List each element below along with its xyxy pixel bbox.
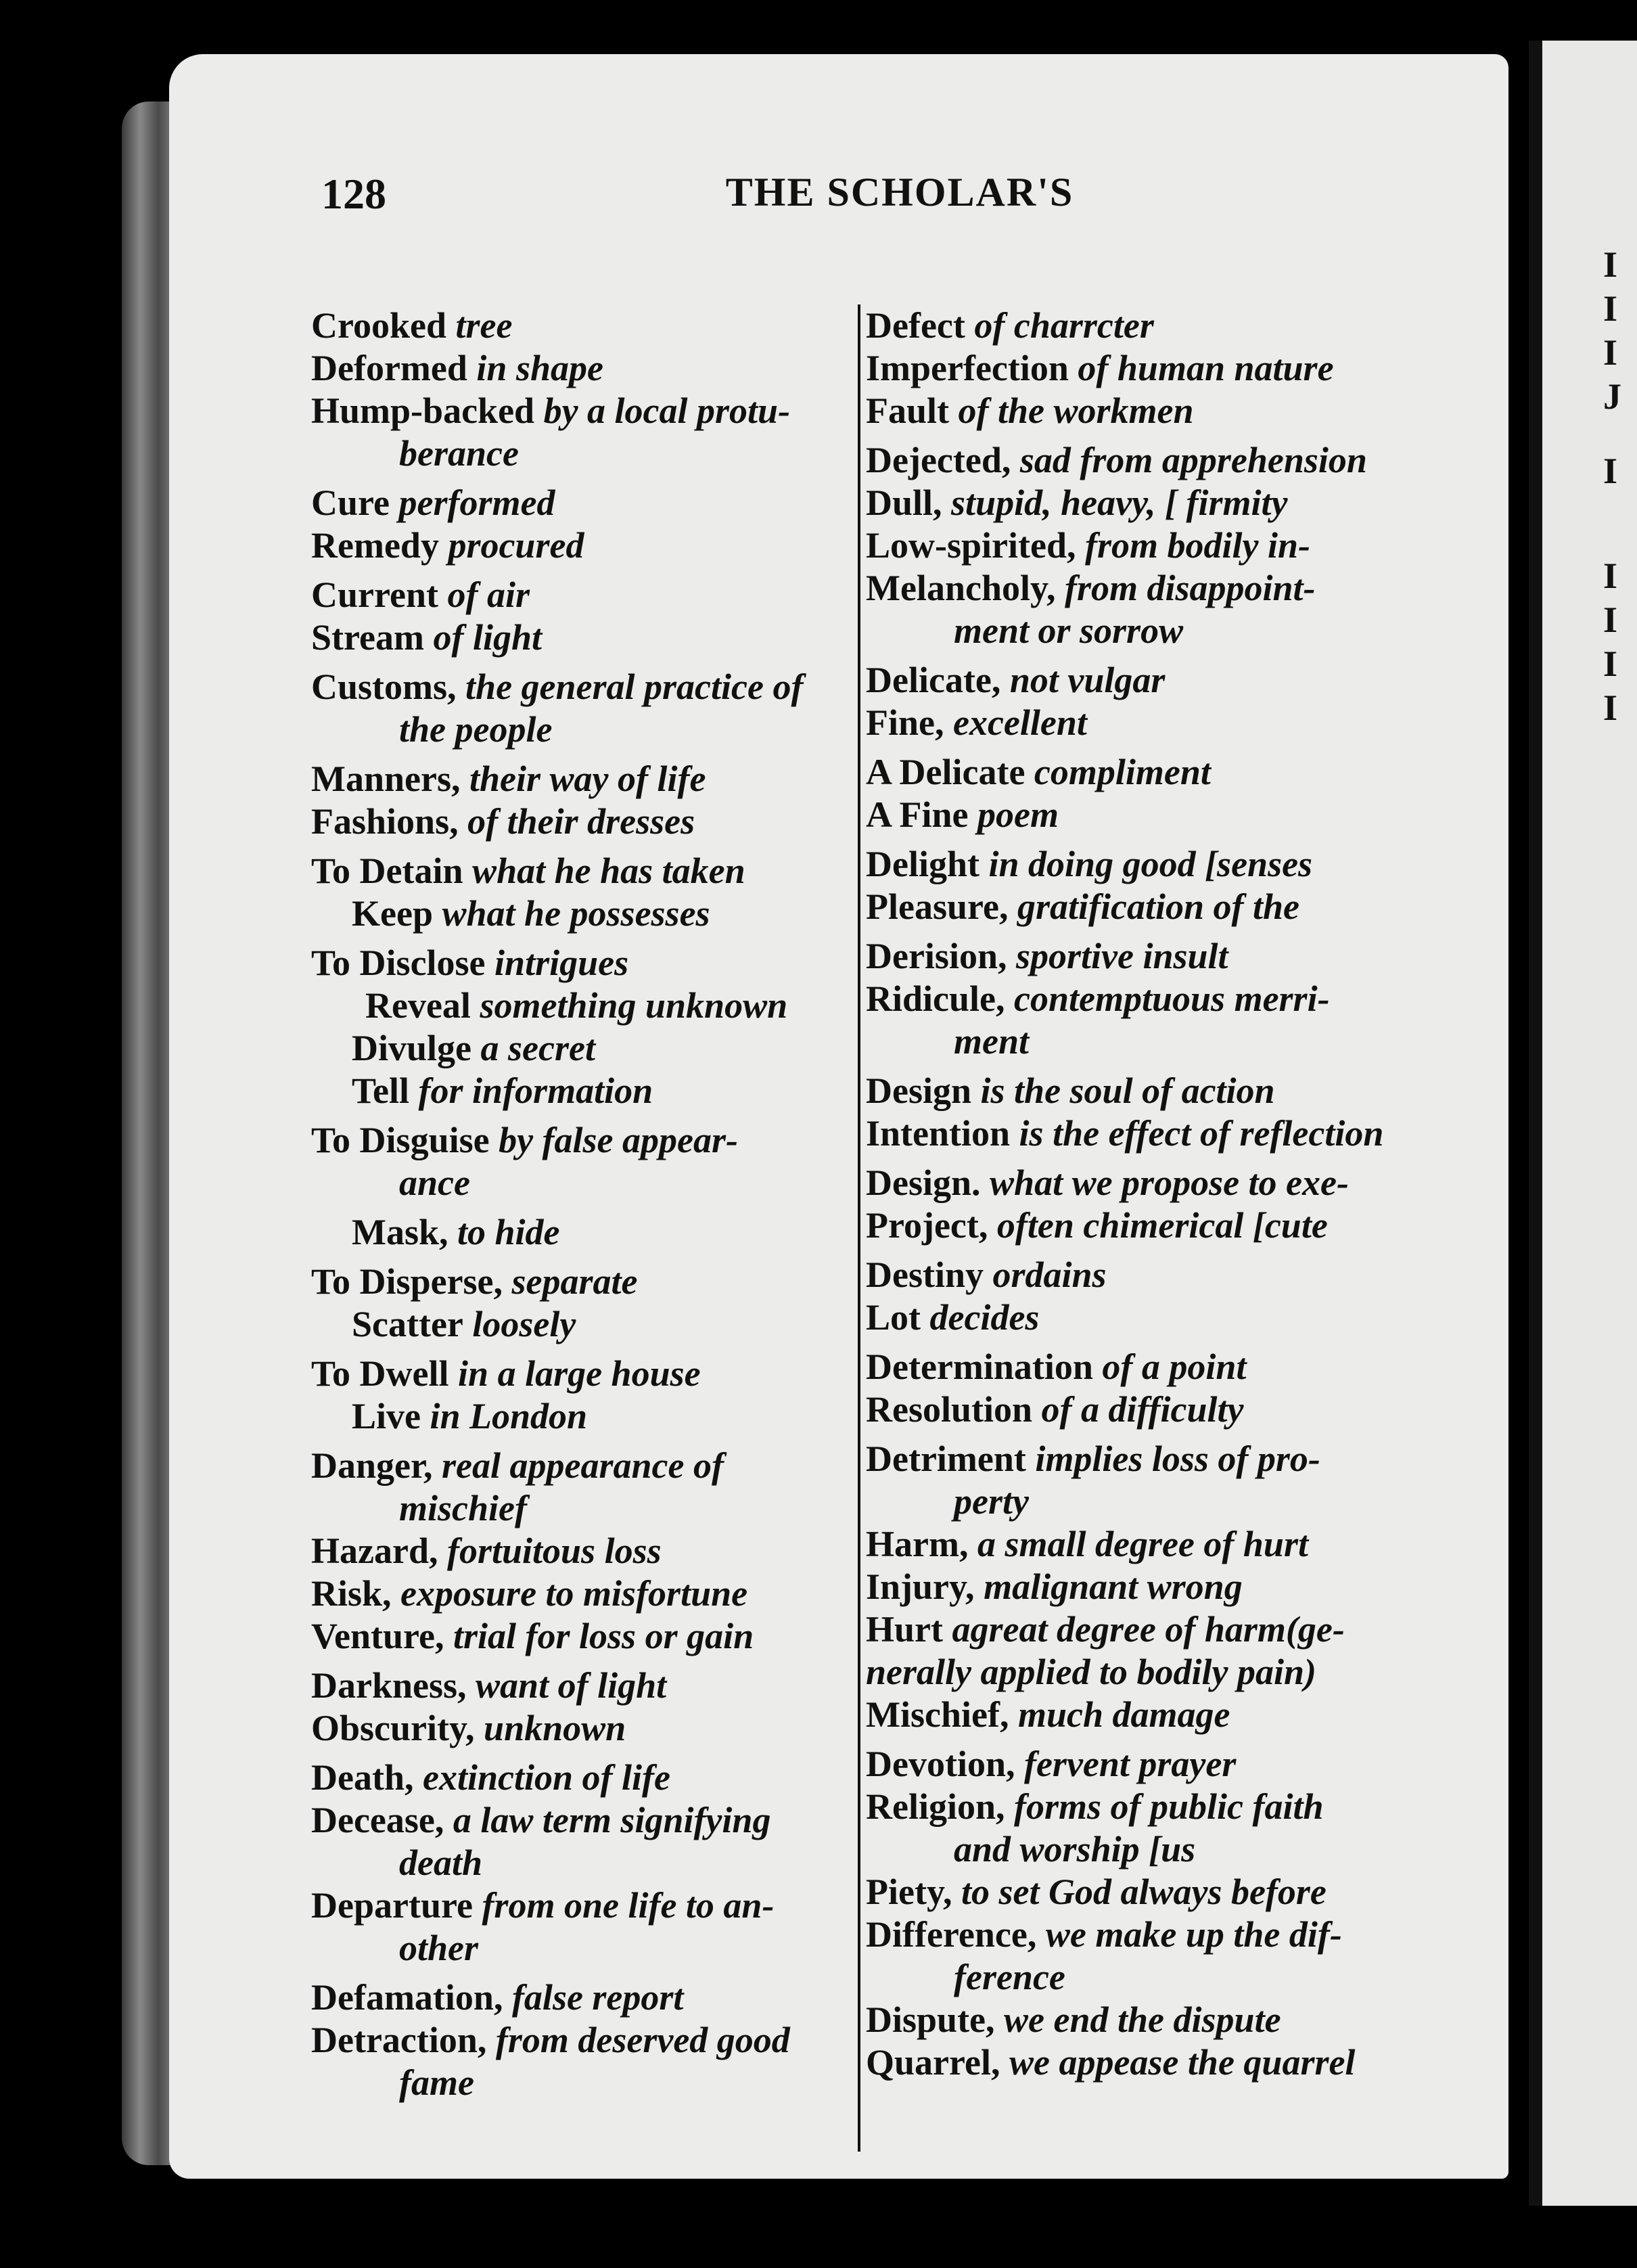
entry-spacer bbox=[866, 744, 1421, 751]
entry-definition: often chimerical [cute bbox=[996, 1205, 1328, 1246]
entry-term: Customs, bbox=[311, 666, 457, 707]
synonym-entry bbox=[866, 567, 1421, 652]
entry-definition: agreat degree of harm(ge- bbox=[952, 1609, 1345, 1650]
entry-term: Injury, bbox=[866, 1566, 975, 1607]
synonym-entry bbox=[866, 659, 1421, 702]
synonym-entry bbox=[866, 702, 1421, 744]
entry-line bbox=[866, 1786, 1421, 1828]
entry-term: Derision, bbox=[866, 936, 1007, 976]
synonym-entry bbox=[866, 1694, 1421, 1736]
entry-definition: we end the dispute bbox=[1004, 1999, 1281, 2040]
synonym-entry bbox=[866, 390, 1421, 432]
entry-term: Fault bbox=[866, 390, 950, 431]
entry-line bbox=[866, 1956, 1421, 1999]
entry-line bbox=[866, 1828, 1421, 1871]
entry-definition: berance bbox=[399, 433, 519, 474]
synonym-entry bbox=[866, 978, 1421, 1063]
entry-line bbox=[866, 567, 1421, 610]
entry-spacer bbox=[866, 1063, 1421, 1070]
synonym-entry bbox=[866, 1438, 1421, 1523]
synonym-entry bbox=[866, 1112, 1421, 1155]
entry-definition: from one life to an- bbox=[482, 1885, 775, 1926]
entry-definition: fervent prayer bbox=[1023, 1744, 1237, 1784]
entry-definition: a small degree of hurt bbox=[977, 1524, 1308, 1564]
entry-term: Tell bbox=[352, 1070, 410, 1111]
entry-definition: in London bbox=[430, 1396, 588, 1436]
entry-definition: ance bbox=[399, 1162, 470, 1203]
synonym-entry bbox=[866, 304, 1421, 347]
entry-term: Detraction, bbox=[311, 2020, 487, 2060]
entry-definition: mischief bbox=[399, 1488, 527, 1528]
synonym-entry bbox=[866, 1566, 1421, 1608]
synonym-entry bbox=[866, 886, 1421, 928]
entry-spacer bbox=[866, 432, 1421, 439]
running-head: THE SCHOLAR'S bbox=[725, 170, 1074, 214]
entry-definition: the general practice of bbox=[465, 666, 804, 707]
entry-term: To Disperse, bbox=[311, 1261, 503, 1302]
entry-definition: from bodily in- bbox=[1085, 525, 1310, 566]
entry-term: Design. bbox=[866, 1162, 981, 1203]
entry-term: Pleasure, bbox=[866, 886, 1009, 927]
synonym-entry bbox=[866, 1204, 1421, 1247]
entry-definition: from disappoint- bbox=[1065, 568, 1316, 608]
entry-term: Cure bbox=[311, 482, 390, 523]
entry-term: Fashions, bbox=[311, 801, 459, 842]
entry-term: Venture, bbox=[311, 1616, 444, 1656]
entry-term: Keep bbox=[352, 893, 433, 934]
entry-definition: ordains bbox=[992, 1254, 1107, 1295]
entry-term: Mask, bbox=[352, 1212, 448, 1252]
entry-term: A Delicate bbox=[866, 752, 1025, 792]
entry-line bbox=[866, 1388, 1421, 1431]
entry-term: A Fine bbox=[866, 794, 969, 835]
entry-definition: and worship [us bbox=[954, 1829, 1196, 1869]
entry-definition: gratification of the bbox=[1017, 886, 1299, 927]
entry-definition: what he possesses bbox=[442, 893, 710, 934]
entry-term: Obscurity, bbox=[311, 1708, 475, 1748]
synonym-entry bbox=[866, 1254, 1421, 1296]
entry-definition: we appease the quarrel bbox=[1009, 2042, 1356, 2083]
entry-spacer bbox=[866, 1736, 1421, 1743]
entry-term: Remedy bbox=[311, 525, 439, 566]
entry-term: Ridicule, bbox=[866, 978, 1005, 1019]
entry-definition: fortuitous loss bbox=[446, 1530, 662, 1571]
gutter-shadow bbox=[1529, 41, 1542, 2206]
synonym-entry bbox=[866, 1786, 1421, 1871]
synonym-entry bbox=[866, 751, 1421, 794]
entry-definition: of a difficulty bbox=[1041, 1389, 1244, 1430]
synonym-entry bbox=[866, 1346, 1421, 1388]
entry-definition: from deserved good bbox=[495, 2020, 790, 2060]
entry-line bbox=[866, 886, 1421, 928]
entry-definition: tree bbox=[455, 305, 513, 346]
entry-term: Danger, bbox=[311, 1445, 433, 1486]
entry-term: Mischief, bbox=[866, 1694, 1009, 1735]
facing-page-letter: I bbox=[1603, 687, 1618, 728]
entry-definition: false report bbox=[511, 1977, 684, 2018]
entry-definition: loosely bbox=[472, 1304, 576, 1344]
entry-line bbox=[866, 1480, 1421, 1523]
entry-term: Religion, bbox=[866, 1786, 1005, 1827]
entry-term: Reveal bbox=[365, 985, 471, 1026]
entry-line bbox=[866, 1204, 1421, 1247]
entry-definition: much damage bbox=[1017, 1694, 1230, 1735]
entry-line bbox=[866, 1296, 1421, 1339]
entry-definition: compliment bbox=[1034, 752, 1211, 792]
entry-spacer bbox=[866, 1431, 1421, 1438]
entry-term: Decease, bbox=[311, 1800, 444, 1840]
entry-definition: of human nature bbox=[1078, 348, 1334, 388]
entry-definition: a secret bbox=[480, 1028, 595, 1068]
entry-line bbox=[866, 1070, 1421, 1112]
entry-definition: the people bbox=[399, 709, 553, 750]
entry-definition: of air bbox=[447, 574, 530, 615]
entry-line bbox=[866, 978, 1421, 1020]
right-column bbox=[866, 304, 1421, 2084]
entry-line bbox=[866, 2041, 1421, 2084]
entry-spacer bbox=[866, 1339, 1421, 1346]
entry-definition: of their dresses bbox=[467, 801, 695, 842]
entry-definition: to set God always before bbox=[961, 1872, 1327, 1912]
synonym-entry bbox=[866, 1523, 1421, 1566]
entry-definition: of a point bbox=[1102, 1346, 1247, 1387]
entry-term: To Dwell bbox=[311, 1353, 449, 1394]
entry-term: Low-spirited, bbox=[866, 525, 1076, 566]
entry-term: Scatter bbox=[352, 1304, 463, 1344]
entry-line bbox=[866, 1162, 1421, 1204]
entry-line bbox=[866, 439, 1421, 482]
synonym-entry bbox=[866, 1871, 1421, 1913]
entry-term: Piety, bbox=[866, 1872, 952, 1912]
facing-page bbox=[1529, 41, 1637, 2206]
entry-line bbox=[866, 1112, 1421, 1155]
entry-term: Crooked bbox=[311, 305, 447, 346]
entry-term: Harm, bbox=[866, 1524, 969, 1564]
facing-page-letter: I bbox=[1603, 288, 1618, 329]
page-header bbox=[169, 169, 1508, 230]
entry-definition: forms of public faith bbox=[1014, 1786, 1324, 1827]
entry-term: Delight bbox=[866, 844, 979, 884]
entry-definition: ment or sorrow bbox=[954, 610, 1184, 651]
entry-term: Fine, bbox=[866, 702, 944, 743]
entry-term: To Disguise bbox=[311, 1120, 490, 1160]
entry-definition: want of light bbox=[476, 1665, 667, 1706]
synonym-entry bbox=[866, 794, 1421, 836]
entry-line bbox=[866, 1694, 1421, 1736]
synonym-entry bbox=[866, 1070, 1421, 1112]
entry-definition: is the soul of action bbox=[980, 1070, 1275, 1111]
entry-spacer bbox=[866, 652, 1421, 659]
entry-line bbox=[866, 524, 1421, 567]
facing-page-letter: I bbox=[1603, 332, 1618, 373]
entry-definition: for information bbox=[418, 1070, 653, 1111]
entry-definition: performed bbox=[398, 482, 555, 523]
facing-page-letter: I bbox=[1603, 451, 1618, 491]
entry-definition: what he has taken bbox=[472, 850, 745, 891]
entry-definition: what we propose to exe- bbox=[990, 1162, 1349, 1203]
entry-definition: intrigues bbox=[494, 943, 629, 983]
entry-term: Death, bbox=[311, 1757, 414, 1798]
entry-term: Stream bbox=[311, 617, 424, 658]
entry-definition: extinction of life bbox=[422, 1757, 670, 1798]
entry-spacer bbox=[866, 928, 1421, 935]
entry-term: To Detain bbox=[311, 850, 463, 891]
entry-definition: sportive insult bbox=[1016, 936, 1228, 976]
entry-term: Difference, bbox=[866, 1914, 1037, 1955]
entry-term: Departure bbox=[311, 1885, 473, 1926]
entry-line bbox=[866, 390, 1421, 432]
entry-definition: is the effect of reflection bbox=[1019, 1113, 1384, 1154]
entry-term: Determination bbox=[866, 1346, 1093, 1387]
entry-term: Deformed bbox=[311, 348, 467, 388]
entry-term: Melancholy, bbox=[866, 568, 1056, 608]
entry-definition: unknown bbox=[484, 1708, 626, 1748]
entry-spacer bbox=[866, 1247, 1421, 1254]
entry-definition: by false appear- bbox=[499, 1120, 738, 1160]
entry-term: Defect bbox=[866, 305, 965, 346]
entry-term: Design bbox=[866, 1070, 972, 1111]
entry-definition: nerally applied to bodily pain) bbox=[866, 1652, 1316, 1692]
entry-definition: exposure to misfortune bbox=[400, 1573, 748, 1614]
entry-line bbox=[866, 843, 1421, 886]
synonym-entry bbox=[866, 1296, 1421, 1339]
entry-definition: perty bbox=[954, 1481, 1029, 1522]
entry-definition: a law term signifying bbox=[453, 1800, 771, 1840]
entry-line bbox=[866, 1020, 1421, 1063]
entry-term: Live bbox=[352, 1396, 421, 1436]
entry-definition: ment bbox=[954, 1021, 1030, 1062]
facing-page-letter: I bbox=[1603, 555, 1618, 596]
entry-term: Delicate, bbox=[866, 660, 1001, 700]
entry-definition: separate bbox=[511, 1261, 638, 1302]
entry-term: Current bbox=[311, 574, 438, 615]
entry-term: Defamation, bbox=[311, 1977, 503, 2018]
synonym-entry bbox=[866, 347, 1421, 390]
facing-page-letter: J bbox=[1603, 376, 1621, 417]
synonym-entry bbox=[866, 1913, 1421, 1999]
entry-definition: their way of life bbox=[469, 758, 706, 799]
entry-line bbox=[866, 1871, 1421, 1913]
book-page bbox=[169, 54, 1508, 2179]
entry-definition: death bbox=[399, 1842, 483, 1883]
facing-page-letter: I bbox=[1603, 643, 1618, 684]
entry-definition: excellent bbox=[953, 702, 1087, 743]
entry-spacer bbox=[866, 1155, 1421, 1162]
entry-definition: sad from apprehension bbox=[1019, 440, 1367, 480]
entry-term: Resolution bbox=[866, 1389, 1033, 1430]
entry-term: Project, bbox=[866, 1205, 988, 1246]
entry-definition: of the workmen bbox=[958, 390, 1194, 431]
synonym-entry bbox=[866, 1388, 1421, 1431]
entry-line bbox=[866, 794, 1421, 836]
entry-term: Hump-backed bbox=[311, 390, 535, 431]
synonym-entry bbox=[866, 1162, 1421, 1204]
entry-definition: malignant wrong bbox=[984, 1566, 1243, 1607]
entry-line bbox=[866, 1523, 1421, 1566]
entry-definition: in doing good [senses bbox=[988, 844, 1313, 884]
entry-term: Manners, bbox=[311, 758, 461, 799]
entry-line bbox=[866, 304, 1421, 347]
entry-line bbox=[866, 702, 1421, 744]
entry-line bbox=[866, 1608, 1421, 1651]
entry-definition: contemptuous merri- bbox=[1014, 978, 1330, 1019]
page-number: 128 bbox=[321, 170, 386, 218]
entry-line bbox=[866, 1346, 1421, 1388]
entry-definition: in shape bbox=[476, 348, 603, 388]
entry-line bbox=[866, 1743, 1421, 1786]
entry-line bbox=[866, 1438, 1421, 1480]
entry-definition: of charrcter bbox=[974, 305, 1154, 346]
entry-line bbox=[866, 1999, 1421, 2041]
entry-spacer bbox=[866, 836, 1421, 843]
synonym-entry bbox=[866, 1743, 1421, 1786]
entry-line bbox=[866, 610, 1421, 652]
entry-line bbox=[866, 1651, 1421, 1694]
entry-line bbox=[866, 935, 1421, 978]
synonym-entry bbox=[866, 524, 1421, 567]
entry-term: Imperfection bbox=[866, 348, 1069, 388]
entry-term: Dispute, bbox=[866, 1999, 995, 2040]
entry-definition: ference bbox=[954, 1957, 1065, 1997]
entry-definition: not vulgar bbox=[1009, 660, 1166, 700]
entry-definition: implies loss of pro- bbox=[1035, 1438, 1320, 1479]
entry-term: Hurt bbox=[866, 1609, 943, 1650]
entry-definition: something unknown bbox=[480, 985, 788, 1026]
entry-term: Quarrel, bbox=[866, 2042, 1000, 2083]
entry-term: Dejected, bbox=[866, 440, 1011, 480]
synonym-entry bbox=[866, 843, 1421, 886]
entry-definition: trial for loss or gain bbox=[453, 1616, 754, 1656]
entry-definition: stupid, heavy, [ firmity bbox=[951, 482, 1288, 523]
entry-definition: decides bbox=[929, 1297, 1040, 1338]
entry-term: Lot bbox=[866, 1297, 921, 1338]
synonym-entry bbox=[866, 482, 1421, 524]
synonym-entry bbox=[866, 2041, 1421, 2084]
entry-line bbox=[866, 1913, 1421, 1956]
facing-page-letter: I bbox=[1603, 599, 1618, 640]
entry-term: Destiny bbox=[866, 1254, 984, 1295]
entry-definition: to hide bbox=[457, 1212, 560, 1252]
entry-term: Detriment bbox=[866, 1438, 1026, 1479]
entry-term: Risk, bbox=[311, 1573, 392, 1614]
entry-line bbox=[866, 1566, 1421, 1608]
entry-term: Divulge bbox=[352, 1028, 472, 1068]
entry-term: Intention bbox=[866, 1113, 1011, 1154]
entry-definition: real appearance of bbox=[442, 1445, 724, 1486]
synonym-entry bbox=[866, 439, 1421, 482]
entry-term: Hazard, bbox=[311, 1530, 438, 1571]
entry-line bbox=[866, 482, 1421, 524]
entry-definition: other bbox=[399, 1928, 479, 1968]
facing-page-letter: I bbox=[1603, 244, 1618, 285]
entry-term: Darkness, bbox=[311, 1665, 467, 1706]
entry-line bbox=[866, 751, 1421, 794]
synonym-entry bbox=[866, 935, 1421, 978]
entry-definition: of light bbox=[433, 617, 542, 658]
entry-definition: in a large house bbox=[458, 1353, 701, 1394]
entry-definition: poem bbox=[977, 794, 1059, 835]
entry-definition: procured bbox=[448, 525, 584, 566]
entry-line bbox=[866, 347, 1421, 390]
entry-term: Dull, bbox=[866, 482, 942, 523]
entry-term: Devotion, bbox=[866, 1744, 1015, 1784]
entry-line bbox=[866, 1254, 1421, 1296]
entry-definition: fame bbox=[399, 2062, 474, 2103]
entry-definition: by a local protu- bbox=[543, 390, 791, 431]
synonym-entry bbox=[866, 1608, 1421, 1694]
entry-term: To Disclose bbox=[311, 943, 486, 983]
synonym-entry bbox=[866, 1999, 1421, 2041]
entry-line bbox=[866, 659, 1421, 702]
entry-definition: we make up the dif- bbox=[1045, 1914, 1342, 1955]
